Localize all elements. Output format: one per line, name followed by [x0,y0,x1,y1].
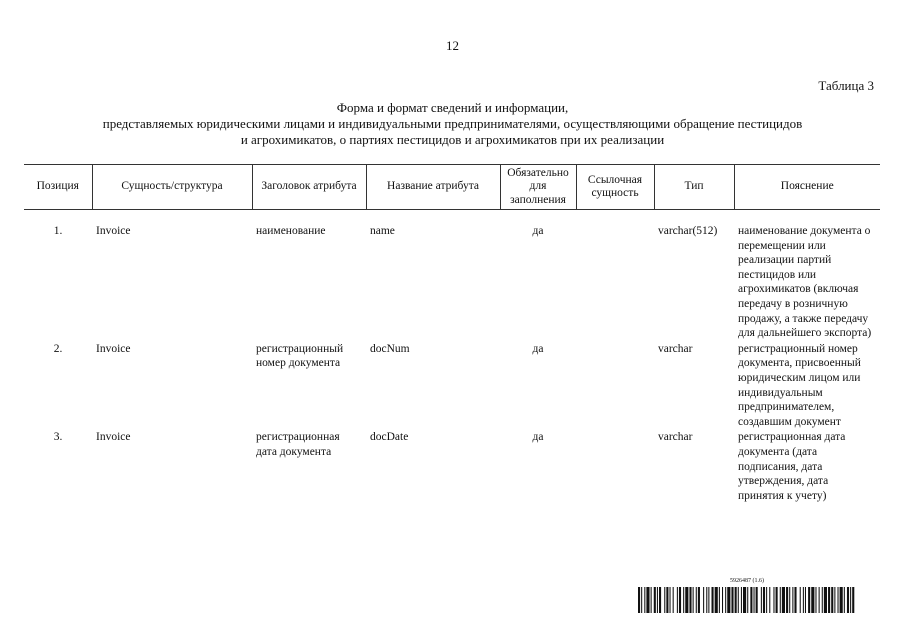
cell-position: 3. [53,431,63,444]
table-header-row [24,165,880,210]
table-row [24,430,880,504]
cell-type: varchar [658,342,693,355]
cell-position: 1. [53,225,63,237]
cell-required: да [532,342,544,355]
title-line-2: представляемых юридическими лицами и индивидуальными предпринимателями, осуществляющими обращение пестицидов [102,116,803,131]
cell-attribute-title: регистрационная дата документа [256,431,340,458]
header-attribute-name: Название атрибута [366,165,500,210]
cell-position: 2. [53,342,63,355]
cell-entity: Invoice [96,431,131,444]
header-position: Позиция [24,165,92,210]
table-label: Таблица 3 [818,78,874,93]
cell-attribute-title: регистрационный номер документа [256,342,344,370]
cell-entity: Invoice [96,225,131,237]
cell-reference [576,342,654,431]
barcode [638,578,856,614]
page-number: 12 [446,38,459,53]
table-row [24,342,880,431]
title-line-3: и агрохимикатов, о партиях пестицидов и агрохимикатов при их реализации [240,132,665,147]
header-reference: Ссылочная сущность [576,165,654,210]
header-entity: Сущность/структура [92,165,252,210]
cell-entity: Invoice [96,342,131,355]
attributes-table [24,164,880,504]
cell-attribute-name: docDate [370,431,409,444]
cell-attribute-title: наименование [256,225,326,237]
title-line-1: Форма и формат сведений и информации, [336,100,569,115]
cell-required: да [532,225,544,237]
cell-explanation: регистрационный номер документа, присвоенный юридическим лицом или индивидуальным предпринимателем, создавшим документ [738,342,861,428]
cell-type: varchar [658,431,693,444]
barcode-code: 5926487 (1.6) [730,578,764,584]
cell-type: varchar(512) [658,225,718,237]
document-title [20,100,885,148]
cell-reference [576,430,654,504]
cell-explanation: регистрационная дата документа (дата подписания, дата утверждения, дата принятия к учету) [738,431,846,502]
cell-attribute-name: name [370,225,395,237]
header-attribute-title: Заголовок атрибута [252,165,366,210]
header-explanation: Пояснение [734,165,880,210]
cell-attribute-name: docNum [370,342,410,355]
header-required: Обязательно для заполнения [500,165,576,210]
cell-required: да [532,431,544,444]
header-type: Тип [654,165,734,210]
cell-reference [576,224,654,342]
table-row [24,224,880,342]
cell-explanation: наименование документа о перемещении или реализации партий пестицидов или агрохимикатов (включая передачу в розничную продажу, а также передачу для дальнейшего экспорта) [738,225,872,340]
barcode-bars [638,587,856,613]
